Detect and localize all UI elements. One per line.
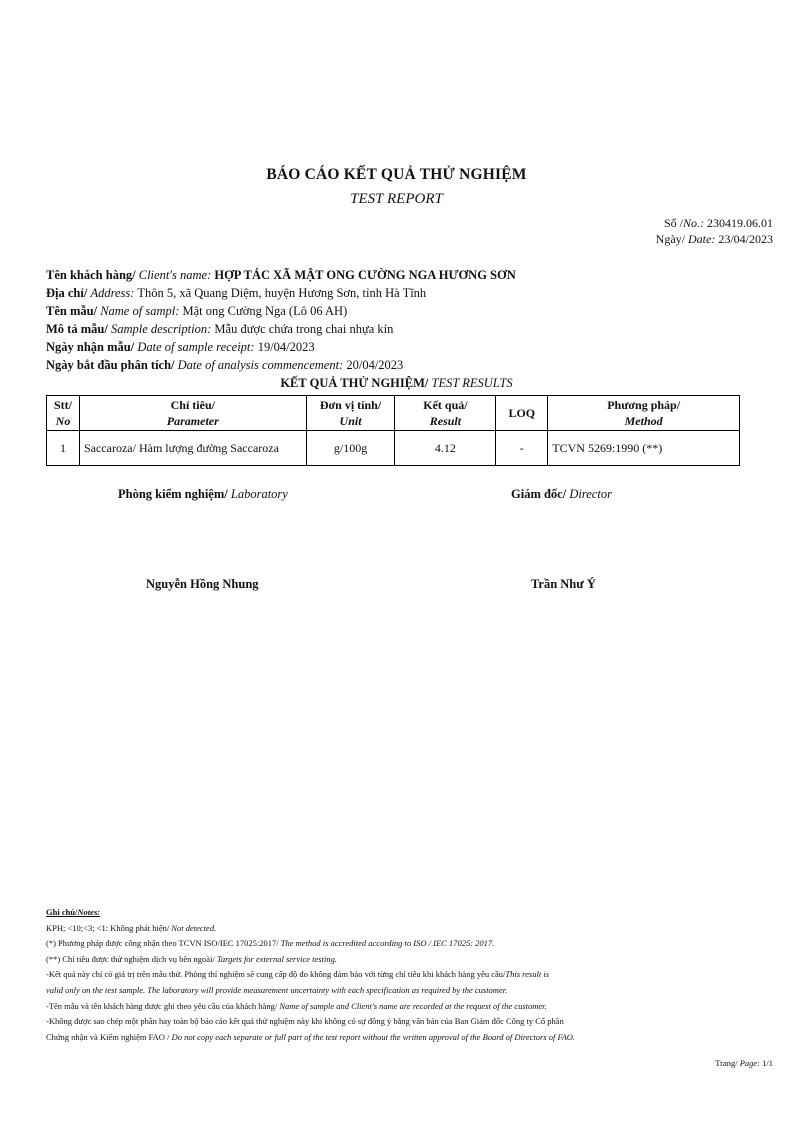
note-item: KPH; <10;<3; <1: Không phát hiện/ Not detected. xyxy=(46,922,217,933)
sample-desc-value: Mẫu được chứa trong chai nhựa kín xyxy=(214,322,394,336)
laboratory-label: Phòng kiểm nghiệm/ Laboratory xyxy=(118,487,288,501)
receipt-date-row xyxy=(46,338,766,356)
report-date-label-en: Date: xyxy=(688,232,716,246)
laboratory-signer-name: Nguyễn Hồng Nhung xyxy=(146,577,259,591)
director-label: Giám đốc/ Director xyxy=(511,487,612,501)
col-header-result: Kết quả/ Result xyxy=(395,396,496,431)
results-heading-vn: KẾT QUẢ THỬ NGHIỆM/ xyxy=(280,376,429,390)
note-item-continued: valid only on the test sample. The laboratory will provide measurement uncertainty with each specification as required by the customer. xyxy=(46,984,508,995)
analysis-date-row xyxy=(46,356,766,374)
results-header-row xyxy=(47,396,740,431)
notes-section xyxy=(46,905,766,1045)
col-header-parameter: Chỉ tiêu/ Parameter xyxy=(79,396,306,431)
sample-name-value: Mật ong Cường Nga (Lô 06 AH) xyxy=(182,304,348,318)
receipt-date-label-en: Date of sample receipt: xyxy=(137,340,255,354)
report-date-label: Ngày/ xyxy=(655,232,685,246)
client-name-label-en: Client's name: xyxy=(138,268,212,282)
table-row xyxy=(47,431,740,466)
col-header-unit: Đơn vị tính/ Unit xyxy=(306,396,395,431)
analysis-date-label-en: Date of analysis commencement: xyxy=(177,358,344,372)
receipt-date-label: Ngày nhận mẫu/ xyxy=(46,340,135,354)
sample-name-row xyxy=(46,302,766,320)
col-header-stt: Stt/ No xyxy=(47,396,80,431)
address-label-en: Address: xyxy=(90,286,135,300)
cell-parameter: Saccaroza/ Hàm lượng đường Saccaroza xyxy=(79,431,306,466)
results-heading xyxy=(0,376,793,391)
col-header-method: Phương pháp/ Method xyxy=(548,396,740,431)
note-item: -Tên mẫu và tên khách hàng được ghi theo yêu cầu của khách hàng/ Name of sample and Client's name are recorded at the request of the customer. xyxy=(46,1000,547,1011)
report-number-label-en: No.: xyxy=(683,216,704,230)
address-row xyxy=(46,284,766,302)
address-label: Địa chỉ/ xyxy=(46,286,88,300)
client-name-value: HỢP TÁC XÃ MẬT ONG CƯỜNG NGA HƯƠNG SƠN xyxy=(214,268,516,282)
address-value: Thôn 5, xã Quang Diệm, huyện Hương Sơn, tỉnh Hà Tĩnh xyxy=(137,286,427,300)
report-number xyxy=(664,216,773,231)
analysis-date-label: Ngày bắt đầu phân tích/ xyxy=(46,358,175,372)
note-item: (*) Phương pháp được công nhận theo TCVN ISO/IEC 17025:2017/ The method is accredited according to ISO / IEC 17025: 2017. xyxy=(46,938,495,949)
report-title-en: TEST REPORT xyxy=(350,191,443,207)
note-item: (**) Chỉ tiêu được thử nghiệm dịch vụ bên ngoài/ Targets for external service testing. xyxy=(46,953,337,964)
client-name-row xyxy=(46,266,766,284)
sample-name-label: Tên mẫu/ xyxy=(46,304,98,318)
cell-no: 1 xyxy=(47,431,80,466)
results-heading-en: TEST RESULTS xyxy=(431,376,513,390)
sample-desc-label-en: Sample description: xyxy=(110,322,212,336)
sample-name-label-en: Name of sampl: xyxy=(100,304,180,318)
sample-desc-row xyxy=(46,320,766,338)
report-date-value: 23/04/2023 xyxy=(718,232,773,246)
col-header-loq: LOQ xyxy=(496,396,548,431)
note-item: -Kết quả này chỉ có giá trị trên mẫu thử. Phòng thí nghiệm sẽ cung cấp độ đo không đảm bảo với từng chỉ tiêu khi khách hàng yêu cầu/This result is xyxy=(46,969,550,980)
client-info xyxy=(46,266,766,374)
report-title: BÁO CÁO KẾT QUẢ THỬ NGHIỆM xyxy=(266,166,527,183)
cell-result: 4.12 xyxy=(395,431,496,466)
note-item-continued: Chứng nhận và Kiểm nghiệm FAO / Do not copy each separate or full part of the test report without the written approval of the Board of Directors of FAO. xyxy=(46,1031,576,1042)
page-number: Trang/ Page: 1/1 xyxy=(715,1058,773,1068)
report-number-value: 230419.06.01 xyxy=(707,216,773,230)
report-number-label: Số / xyxy=(663,216,683,230)
notes-title: Ghi chú/Notes: xyxy=(46,907,101,917)
cell-loq: - xyxy=(496,431,548,466)
director-signer-name: Trần Như Ý xyxy=(531,577,596,591)
client-name-label: Tên khách hàng/ xyxy=(46,268,136,282)
sample-desc-label: Mô tả mẫu/ xyxy=(46,322,108,336)
analysis-date-value: 20/04/2023 xyxy=(346,358,404,372)
report-date xyxy=(656,232,773,247)
note-item: -Không được sao chép một phần hay toàn bộ báo cáo kết quả thử nghiệm này khi không có sự đồng ý bằng văn bản của Ban Giám đốc Công ty Cổ phần xyxy=(46,1016,564,1027)
cell-unit: g/100g xyxy=(306,431,395,466)
cell-method: TCVN 5269:1990 (**) xyxy=(548,431,740,466)
results-table xyxy=(46,395,740,466)
receipt-date-value: 19/04/2023 xyxy=(257,340,315,354)
